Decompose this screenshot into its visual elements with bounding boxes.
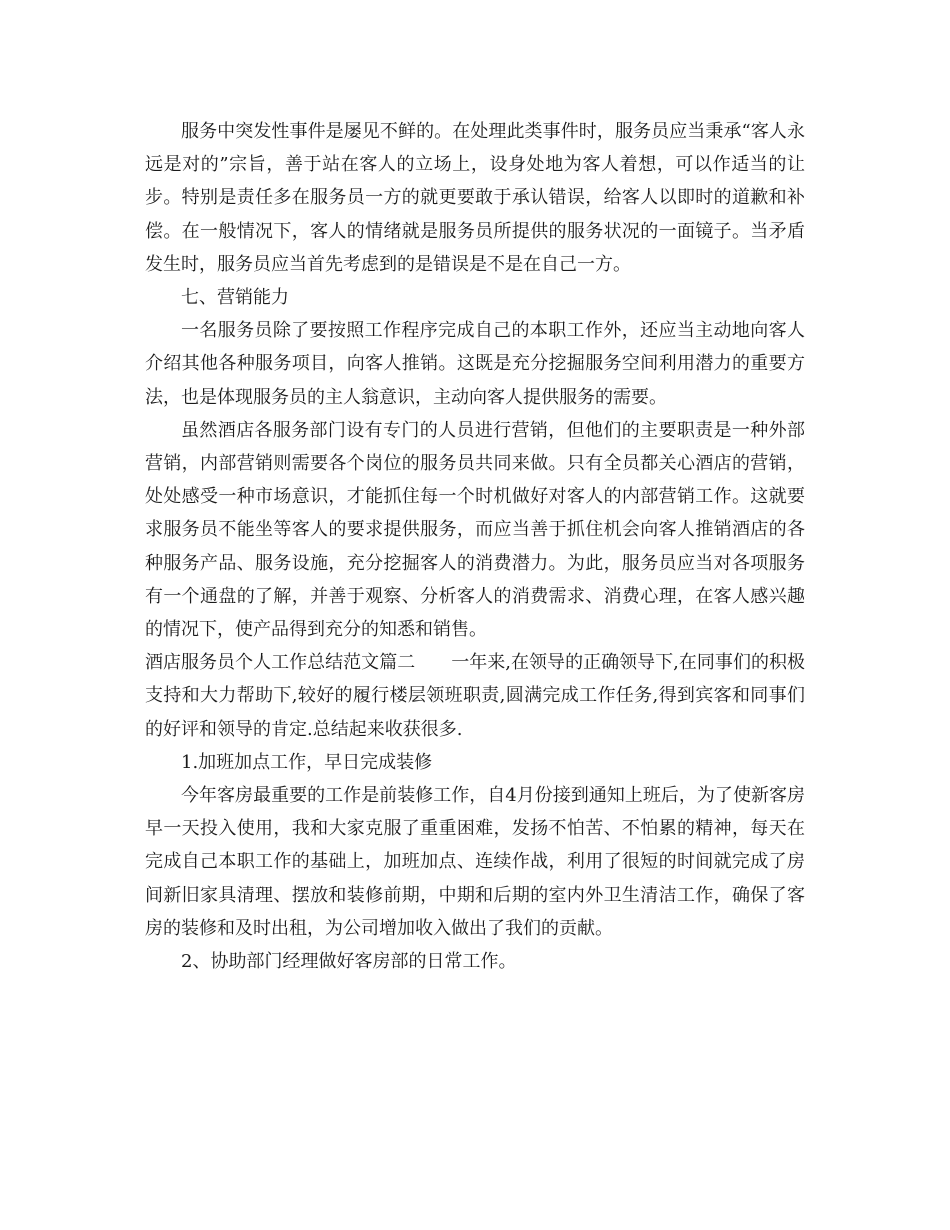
- article-two-title: 酒店服务员个人工作总结范文篇二: [145, 652, 416, 674]
- section-heading-marketing: 七、营销能力: [181, 287, 289, 309]
- list-item-overtime: 1.加班加点工作，早日完成装修: [181, 751, 433, 773]
- document-body: [145, 115, 805, 978]
- article-two-opening: 一年来,在领导的正确领导下,在同事们的积极支持和大力帮助下,较好的履行楼层领班职责,圆满完成工作任务,得到宾客和同事们的好评和领导的肯定.总结起来收获很多.: [145, 652, 805, 740]
- paragraph-marketing-intro: 一名服务员除了要按照工作程序完成自己的本职工作外，还应当主动地向客人介绍其他各种服务项目，向客人推销。这既是充分挖掘服务空间利用潜力的重要方法，也是体现服务员的主人翁意识，主动向客人提供服务的需要。: [145, 320, 805, 408]
- list-item-assist-manager: 2、协助部门经理做好客房部的日常工作。: [181, 951, 517, 973]
- paragraph-internal-marketing: 虽然酒店各服务部门设有专门的人员进行营销，但他们的主要职责是一种外部营销，内部营销则需要各个岗位的服务员共同来做。只有全员都关心酒店的营销，处处感受一种市场意识，才能抓住每一个时机做好对客人的内部营销工作。这就要求服务员不能坐等客人的要求提供服务，而应当善于抓住机会向客人推销酒店的各种服务产品、服务设施，充分挖掘客人的消费潜力。为此，服务员应当对各项服务有一个通盘的了解，并善于观察、分析客人的消费需求、消费心理，在客人感兴趣的情况下，使产品得到充分的知悉和销售。: [145, 419, 805, 641]
- paragraph-renovation: 今年客房最重要的工作是前装修工作，自4月份接到通知上班后，为了使新客房早一天投入使用，我和大家克服了重重困难，发扬不怕苦、不怕累的精神，每天在完成自己本职工作的基础上，加班加点、连续作战，利用了很短的时间就完成了房间新旧家具清理、摆放和装修前期，中期和后期的室内外卫生清洁工作，确保了客房的装修和及时出租，为公司增加收入做出了我们的贡献。: [145, 785, 805, 939]
- paragraph-emergency-handling: 服务中突发性事件是屡见不鲜的。在处理此类事件时，服务员应当秉承“客人永远是对的”宗旨，善于站在客人的立场上，设身处地为客人着想，可以作适当的让步。特别是责任多在服务员一方的就更要敢于承认错误，给客人以即时的道歉和补偿。在一般情况下，客人的情绪就是服务员所提供的服务状况的一面镜子。当矛盾发生时，服务员应当首先考虑到的是错误是不是在自己一方。: [145, 121, 805, 275]
- paragraph-article-two: [145, 646, 805, 746]
